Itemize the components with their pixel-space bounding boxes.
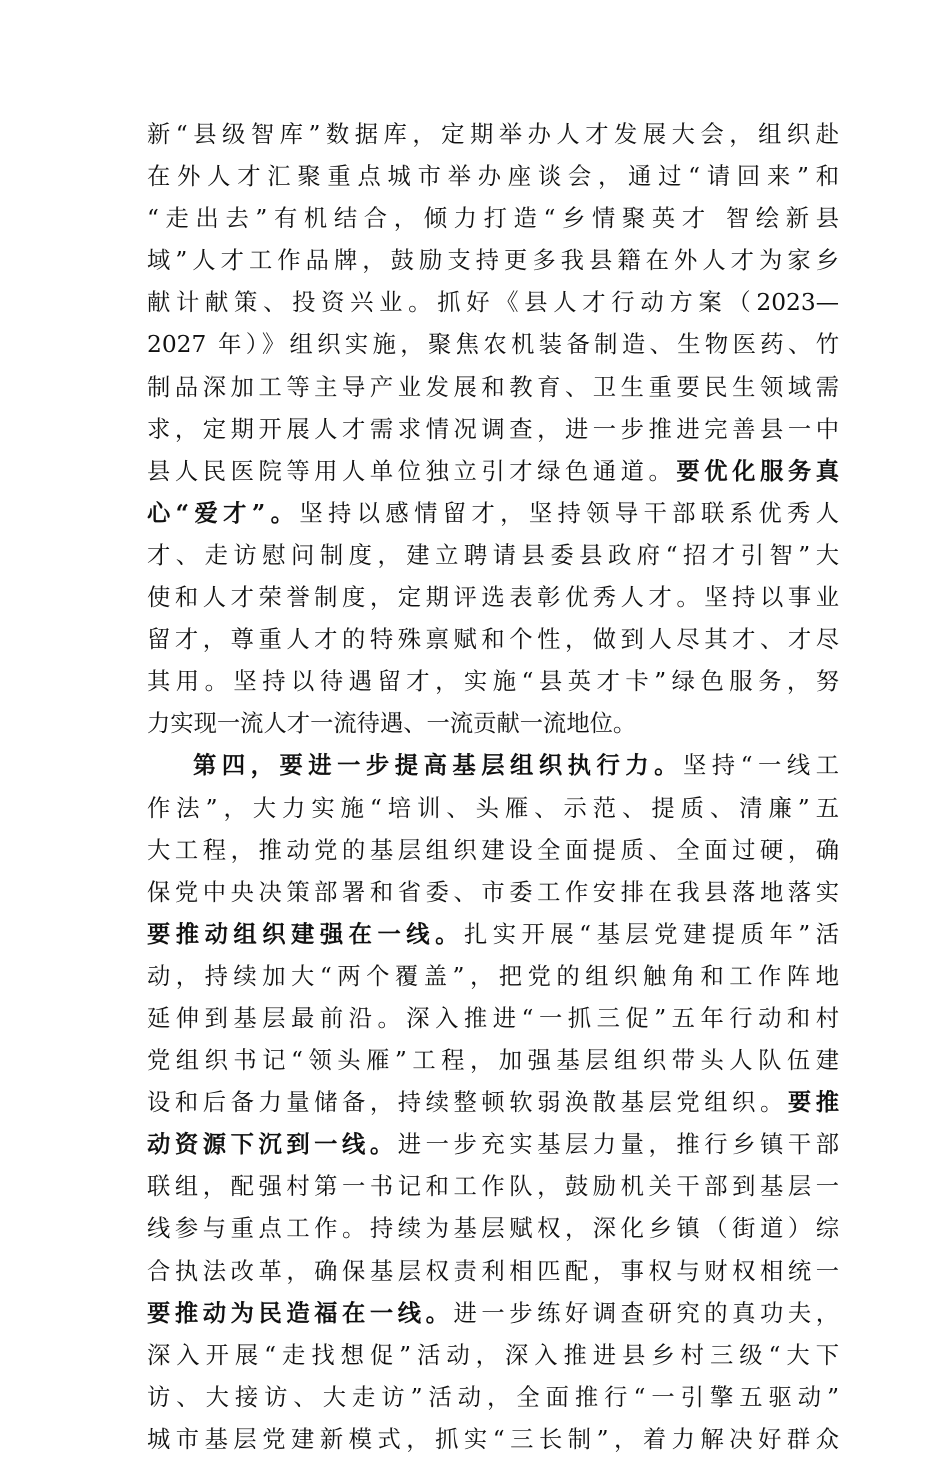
- text-line: [147, 535, 839, 577]
- text-line: [147, 1040, 839, 1082]
- text-line: [147, 1124, 839, 1166]
- text-line: [147, 1335, 839, 1377]
- bold-heading-run: 要优化服务真: [676, 457, 840, 485]
- text-line: [147, 324, 839, 366]
- text-line: [147, 114, 839, 156]
- text-line: [147, 872, 839, 914]
- text-line: [147, 577, 839, 619]
- text-line: [147, 367, 839, 409]
- text-line: [147, 1166, 839, 1208]
- bold-heading-run: 心“爱才”。: [147, 499, 300, 527]
- text-line: [147, 451, 839, 493]
- text-run: 延伸到基层最前沿。深入推进“一抓三促”五年行动和村: [147, 1004, 839, 1032]
- text-run: 进一步练好调查研究的真功夫，: [453, 1299, 840, 1327]
- text-run: 党组织书记“领头雁”工程，加强基层组织带头人队伍建: [147, 1047, 839, 1075]
- text-line: [147, 1419, 839, 1461]
- text-run: 坚持“一线工: [682, 752, 839, 780]
- text-line: [147, 619, 839, 661]
- text-run: 县人民医院等用人单位独立引才绿色通道。: [147, 457, 677, 485]
- text-line: [147, 198, 839, 240]
- text-line: [147, 240, 839, 282]
- text-run: 制品深加工等主导产业发展和教育、卫生重要民生领域需: [147, 373, 839, 401]
- text-run: 线参与重点工作。持续为基层赋权，深化乡镇（街道）综: [147, 1215, 839, 1243]
- text-line: [147, 156, 839, 198]
- document-body: [147, 114, 839, 1461]
- text-run: 合执法改革，确保基层权责利相匹配，事权与财权相统一: [147, 1257, 839, 1285]
- text-run: 其用。坚持以待遇留才，实施“县英才卡”绿色服务，努: [147, 668, 839, 696]
- text-run: 使和人才荣誉制度，定期评选表彰优秀人才。坚持以事业: [147, 584, 839, 612]
- text-line: [147, 1082, 839, 1124]
- text-line: [147, 914, 839, 956]
- text-run: 设和后备力量储备，持续整顿软弱涣散基层党组织。: [147, 1089, 788, 1117]
- text-line: [147, 1208, 839, 1250]
- text-run: 作法”，大力实施“培训、头雁、示范、提质、清廉”五: [147, 794, 839, 822]
- text-run: 域”人才工作品牌，鼓励支持更多我县籍在外人才为家乡: [147, 247, 839, 275]
- text-line: [147, 493, 839, 535]
- bold-heading-run: 要推动为民造福在一线。: [147, 1299, 454, 1327]
- text-run: 扎实开展“基层党建提质年”活: [463, 920, 840, 948]
- bold-heading-run: 动资源下沉到一线。: [147, 1131, 398, 1159]
- paragraph-first-line: [147, 745, 839, 787]
- text-line: [147, 788, 839, 830]
- text-run: 求，定期开展人才需求情况调查，进一步推进完善县一中: [147, 415, 839, 443]
- text-run: 才、走访慰问制度，建立聘请县委县政府“招才引智”大: [147, 541, 839, 569]
- text-line: [147, 661, 839, 703]
- text-line: [147, 1251, 839, 1293]
- text-run: 新“县级智库”数据库，定期举办人才发展大会，组织赴: [147, 121, 839, 148]
- text-line: [147, 282, 839, 324]
- text-line: [147, 703, 839, 745]
- text-run: 力实现一流人才一流待遇、一流贡献一流地位。: [147, 710, 637, 738]
- text-line: [147, 409, 839, 451]
- bold-heading-run: 要推动组织建强在一线。: [147, 920, 464, 948]
- text-run: 留才，尊重人才的特殊禀赋和个性，做到人尽其才、才尽: [147, 626, 839, 654]
- bold-heading-run: 要推: [787, 1089, 840, 1117]
- text-run: 城市基层党建新模式，抓实“三长制”，着力解决好群众: [147, 1425, 839, 1453]
- text-run: 访、大接访、大走访”活动，全面推行“一引擎五驱动”: [147, 1383, 839, 1411]
- text-run: 大工程，推动党的基层组织建设全面提质、全面过硬，确: [147, 836, 839, 864]
- text-run: 深入开展“走找想促”活动，深入推进县乡村三级“大下: [147, 1341, 839, 1369]
- text-run: 在外人才汇聚重点城市举办座谈会，通过“请回来”和: [147, 163, 839, 191]
- text-run: 献计献策、投资兴业。抓好《县人才行动方案（2023—: [147, 289, 839, 317]
- text-line: [147, 830, 839, 872]
- text-run: 进一步充实基层力量，推行乡镇干部: [397, 1131, 840, 1159]
- text-line: [147, 1377, 839, 1419]
- text-run: 联组，配强村第一书记和工作队，鼓励机关干部到基层一: [147, 1173, 839, 1201]
- section-heading-run: 第四，要进一步提高基层组织执行力。: [193, 752, 683, 780]
- text-run: 动，持续加大“两个覆盖”，把党的组织触角和工作阵地: [147, 962, 839, 990]
- text-line: [147, 1293, 839, 1335]
- text-line: [147, 998, 839, 1040]
- text-run: 坚持以感情留才，坚持领导干部联系优秀人: [299, 499, 839, 527]
- text-run: 2027 年）》组织实施，聚焦农机装备制造、生物医药、竹: [147, 331, 839, 359]
- text-run: “走出去”有机结合，倾力打造“乡情聚英才 智绘新县: [147, 205, 839, 233]
- text-line: [147, 956, 839, 998]
- text-run: 保党中央决策部署和省委、市委工作安排在我县落地落实: [147, 878, 839, 906]
